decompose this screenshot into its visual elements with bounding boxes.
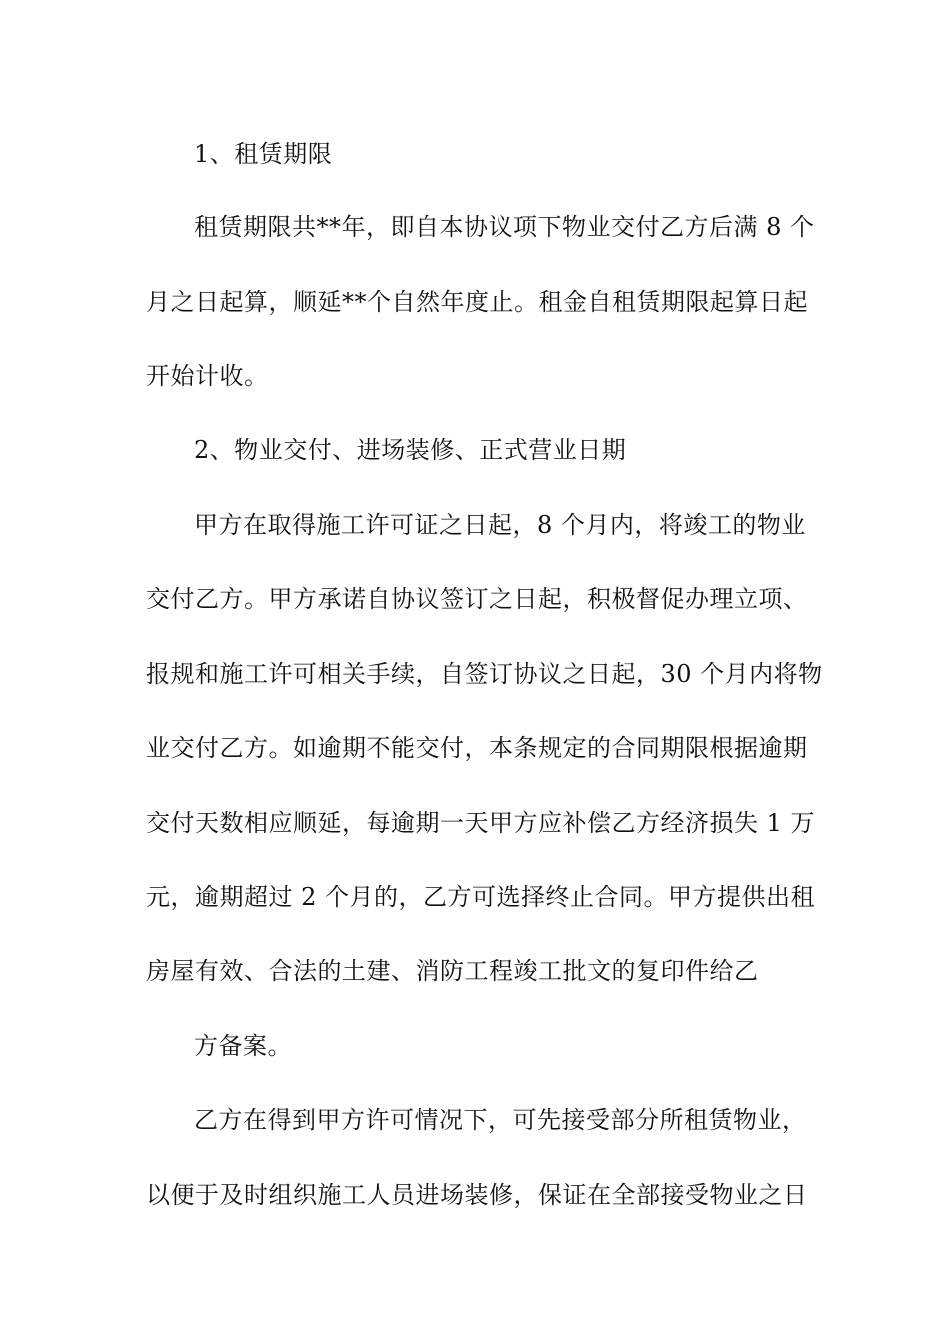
paragraph-line: 开始计收。 xyxy=(146,362,269,390)
paragraph-line: 甲方在取得施工许可证之日起，8 个月内，将竣工的物业 xyxy=(194,511,806,539)
section-heading-lease-term: 1、租赁期限 xyxy=(194,140,333,168)
paragraph-line: 交付乙方。甲方承诺自协议签订之日起，积极督促办理立项、 xyxy=(146,585,808,613)
paragraph-line: 报规和施工许可相关手续，自签订协议之日起，30 个月内将物 xyxy=(146,660,823,688)
paragraph-line: 以便于及时组织施工人员进场装修，保证在全部接受物业之日 xyxy=(146,1181,808,1209)
paragraph-line: 房屋有效、合法的土建、消防工程竣工批文的复印件给乙 xyxy=(146,957,759,985)
paragraph-line: 业交付乙方。如逾期不能交付，本条规定的合同期限根据逾期 xyxy=(146,734,808,762)
paragraph-line: 租赁期限共**年，即自本协议项下物业交付乙方后满 8 个 xyxy=(194,213,815,241)
paragraph-line: 方备案。 xyxy=(194,1032,292,1060)
paragraph-line: 交付天数相应顺延，每逾期一天甲方应补偿乙方经济损失 1 万 xyxy=(146,809,816,837)
section-heading-delivery-dates: 2、物业交付、进场装修、正式营业日期 xyxy=(194,436,627,464)
paragraph-line: 元，逾期超过 2 个月的，乙方可选择终止合同。甲方提供出租 xyxy=(146,883,816,911)
paragraph-line: 乙方在得到甲方许可情况下，可先接受部分所租赁物业， xyxy=(194,1106,807,1134)
paragraph-line: 月之日起算，顺延**个自然年度止。租金自租赁期限起算日起 xyxy=(146,288,808,316)
